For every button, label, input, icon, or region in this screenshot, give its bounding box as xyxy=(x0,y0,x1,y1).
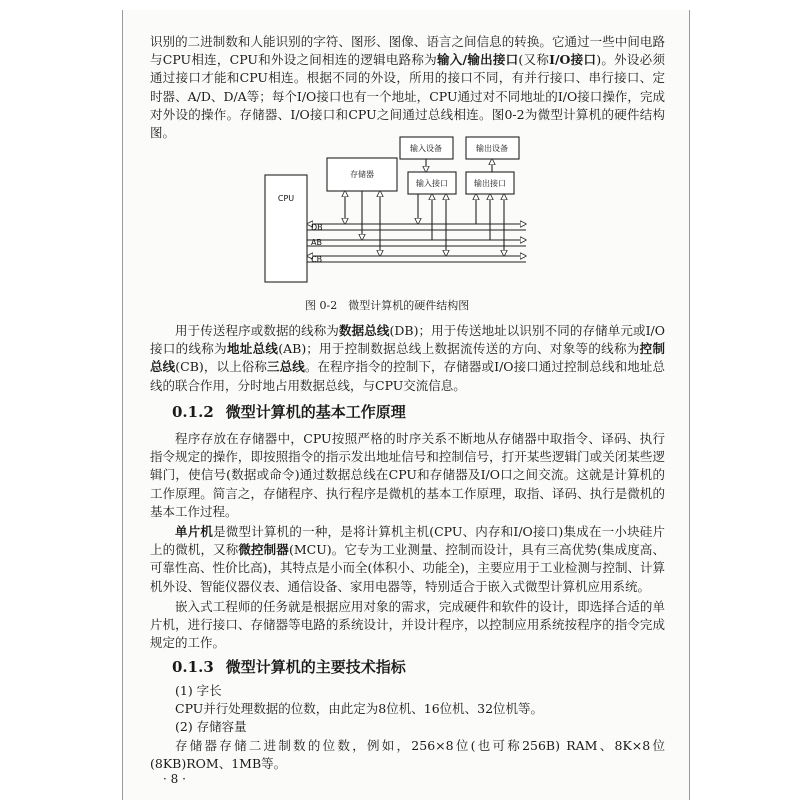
mcu-text-1: 是微型计算机的一种，是将计算机主机(CPU、内存和I/O接口)集成在一小块硅片上的微机，又称 xyxy=(150,524,665,558)
control-bus-term: 控制总线 xyxy=(150,341,665,375)
section-013-body xyxy=(150,682,665,773)
io-interface-abbr: I/O接口 xyxy=(549,52,597,68)
page-number: · 8 · xyxy=(163,772,186,786)
ab-label: AB xyxy=(311,238,322,247)
cb-label: CB xyxy=(311,255,323,264)
cpu-box xyxy=(265,175,307,282)
input-interface-label: 输入接口 xyxy=(416,179,448,188)
mcu-term: 单片机 xyxy=(175,524,214,540)
bus-text-3: (AB)；用于控制数据总线上数据流传送的方向、对象等的线称为 xyxy=(278,341,640,357)
item-word-length-label: (1) 字长 xyxy=(175,683,222,698)
bus-paragraph xyxy=(150,322,665,395)
io-interface-term: 输入/输出接口 xyxy=(436,52,519,68)
address-bus xyxy=(307,240,526,246)
data-bus-term: 数据总线 xyxy=(339,323,390,338)
bus-text-4: (CB)，以上俗称 xyxy=(175,359,267,375)
memory-label: 存储器 xyxy=(350,170,374,179)
section-heading-013 xyxy=(172,656,406,677)
item-storage-capacity-label: (2) 存储容量 xyxy=(175,719,247,735)
figure-caption: 图 0-2 微型计算机的硬件结构图 xyxy=(305,299,470,312)
intro-text-3: )。外设必须通过接口才能和CPU相连。根据不同的外设，所用的接口不同，有并行接口、串行接口、定时器、A/D、D/A等；每个I/O接口也有一个地址，CPU通过对不同地址的I/O接口操作，完成对外设的操作。存储器、I/O接口和CPU之间通过总线相连。图0-2为微型计算机的硬件结构图。 xyxy=(150,52,665,141)
intro-text-2: (又称 xyxy=(518,52,550,68)
mcu-text-2: (MCU)。它专为工业测量、控制而设计，具有三高优势(集成度高、可靠性高、性价比高)，其特点是小而全(体积小、功能全)，主要应用于工业检测与控制、计算机外设、智能仪器仪表、通信设备、家用电器等，特别适合于嵌入式微型计算机应用系统。 xyxy=(150,542,665,594)
output-interface-label: 输出接口 xyxy=(474,179,506,188)
section-title: 微型计算机的基本工作原理 xyxy=(225,403,406,421)
db-label: DB xyxy=(311,223,323,232)
section-number: 0.1.2 xyxy=(172,403,214,421)
item-word-length-text: CPU并行处理数据的位数，由此定为8位机、16位机、32位机等。 xyxy=(175,701,544,717)
cpu-label: CPU xyxy=(277,194,295,203)
microcontroller-term: 微控制器 xyxy=(238,542,289,558)
address-bus-term: 地址总线 xyxy=(226,341,279,357)
section-title: 微型计算机的主要技术指标 xyxy=(225,658,406,676)
intro-text: 识别的二进制数和人能识别的字符、图形、图像、语言之间信息的转换。它通过一些中间电路与CPU相连，CPU和外设之间相连的逻辑电路称为 xyxy=(150,34,665,68)
item-storage-capacity-text: 存储器存储二进制数的位数，例如，256×8位(也可称256B) RAM、8K×8位(8KB)ROM、1MB等。 xyxy=(150,737,665,771)
bus-text-2: (DB)；用于传送地址以识别不同的存储单元或I/O接口的线称为 xyxy=(150,323,665,357)
output-device-label: 输出设备 xyxy=(476,144,508,153)
section-heading-012 xyxy=(172,401,406,422)
embedded-engineer-paragraph: 嵌入式工程师的任务就是根据应用对象的需求，完成硬件和软件的设计，即选择合适的单片机，进行接口、存储器等电路的系统设计，并设计程序，以控制应用系统按程序的指令完成规定的工作。 xyxy=(150,598,665,651)
three-bus-term: 三总线 xyxy=(266,359,305,375)
section-012-body xyxy=(150,430,665,652)
data-bus xyxy=(307,224,526,230)
input-device-label: 输入设备 xyxy=(410,144,442,153)
control-bus xyxy=(307,256,526,262)
mcu-paragraph xyxy=(150,523,665,596)
section-number: 0.1.3 xyxy=(172,658,214,676)
working-principle-paragraph: 程序存放在存储器中，CPU按照严格的时序关系不断地从存储器中取指令、译码、执行指令规定的操作，即按照指令的指示发出地址信号和控制信号，打开某些逻辑门或关闭某些逻辑门，使信号(数据或命令)通过数据总线在CPU和存储器及I/O口之间交流。这就是计算机的工作原理。简言之，存储程序、执行程序是微机的基本工作原理，取指、译码、执行是微机的基本工作过程。 xyxy=(150,431,665,519)
bus-text-1: 用于传送程序或数据的线称为 xyxy=(175,323,340,338)
bus-text-5: 。在程序指令的控制下，存储器或I/O接口通过控制总线和地址总线的联合作用，分时地占用数据总线，与CPU交流信息。 xyxy=(150,359,665,393)
